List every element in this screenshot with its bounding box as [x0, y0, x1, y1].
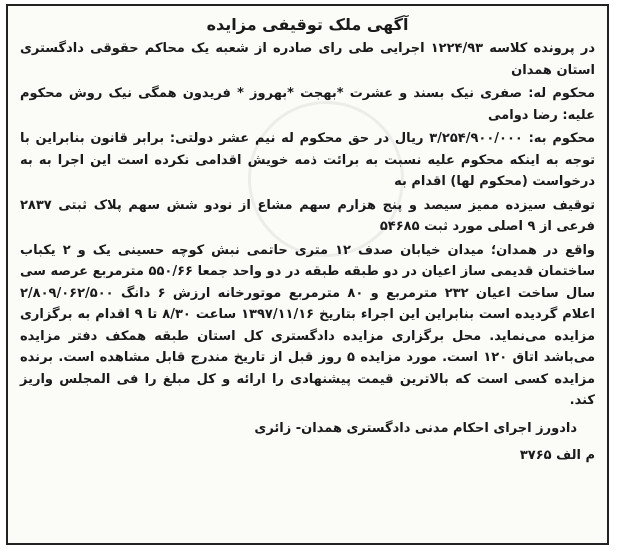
- seizure-paragraph: توقیف سیزده ممیز سیصد و پنج هزارم سهم مشاع از نودو شش سهم پلاک ثبتی ۲۸۳۷ فرعی از ۹ اصلی مورد ثبت ۵۴۶۸۵: [20, 197, 595, 234]
- notice-body: [8, 6, 607, 467]
- signature-line: دادورز اجرای احکام مدنی دادگستری همدان- زائری: [254, 420, 577, 436]
- reference-number: م الف ۳۷۶۵: [519, 448, 595, 463]
- parties-paragraph: محکوم له: صفری نیک بسند و عشرت *بهجت *بهروز * فریدون همگی نیک روش محکوم علیه: رضا دوامی: [20, 86, 595, 123]
- case-paragraph: در پرونده کلاسه ۱۲۲۴/۹۳ اجرایی طی رای صادره از شعبه یک محاکم حقوقی دادگستری استان همدان: [20, 41, 595, 78]
- judgment-paragraph: محکوم به: ۳/۲۵۴/۹۰۰/۰۰۰ ریال در حق محکوم له نیم عشر دولتی: برابر قانون بنابراین با توجه به اینکه محکوم علیه نسبت به برائت ذمه خویش اقدامی نکرده است این اجرا به به درخواست (محکوم لها) اقدام به: [20, 131, 595, 189]
- notice-title: آگهی ملک توقیفی مزایده: [206, 15, 409, 34]
- notice-frame: [6, 4, 609, 545]
- property-paragraph: واقع در همدان؛ میدان خیابان صدف ۱۲ متری حاتمی نبش کوچه حسینی یک و ۲ یکباب ساختمان قدیمی ساز اعیان در دو طبقه طبقه در دو واحد جمعا ۵۵۰/۶۶ مترمربع عرصه سی سال ساخت اعیان ۲۳۲ مترمربع و ۸۰ مترمربع موتورخانه ارزش ۶ دانگ ۲/۸۰۹/۰۶۲/۵۰۰ اعلام گردیده است بنابراین این اجراء بتاریخ ۱۳۹۷/۱۱/۱۶ ساعت ۸/۳۰ تا ۹ اقدام به برگزاری مزایده می‌نماید. محل برگزاری مزایده دادگستری کل استان طبقه همکف دفتر مزایده می‌باشد اتاق ۱۲۰ است. مورد مزایده ۵ روز قبل از تاریخ مندرج قابل مشاهده است. برنده مزایده کسی است که بالاترین قیمت پیشنهادی را ارائه و کل مبلغ را فی المجلس واریز کند.: [20, 242, 596, 408]
